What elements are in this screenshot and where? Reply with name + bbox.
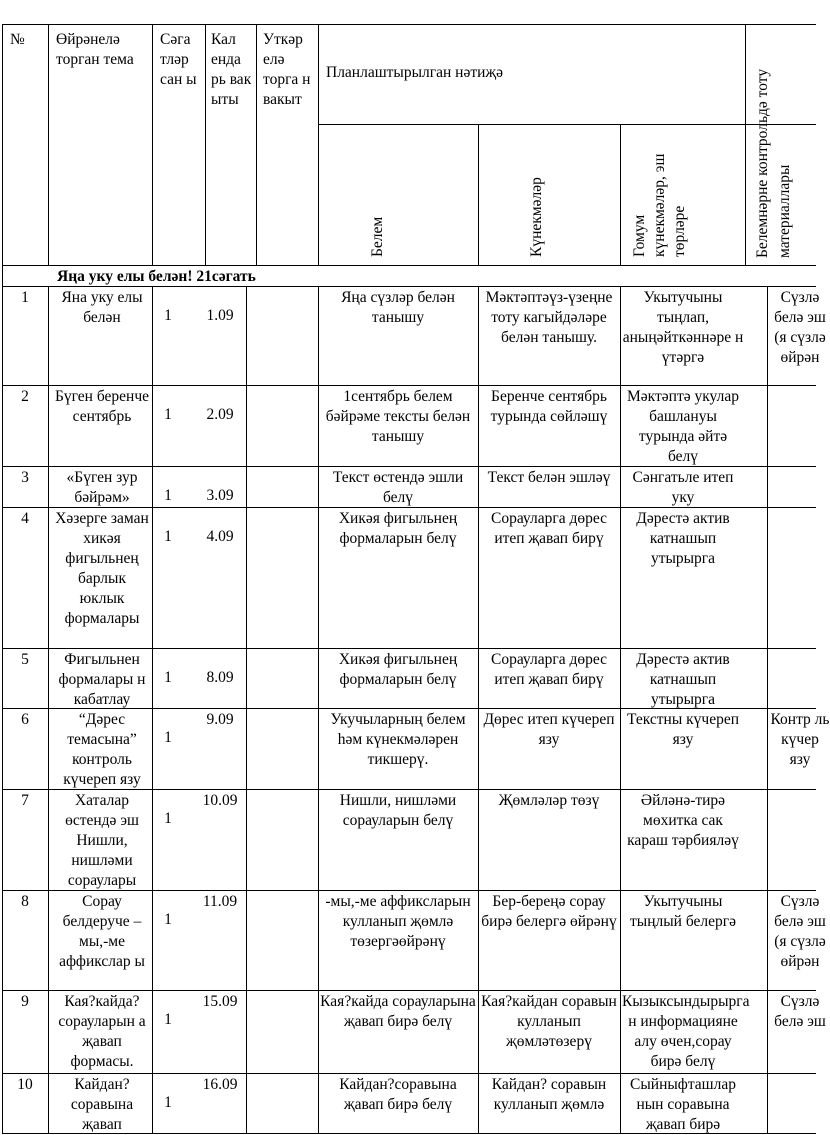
row-general: Сәнгатьле итеп уку: [632, 469, 734, 506]
row-knowledge: Хикәя фигыльнең формаларын белү: [338, 651, 458, 688]
grid-vline: [745, 24, 746, 265]
row-date: 15.09: [202, 993, 238, 1010]
row-topic: Кая?кайда? сорауларын а җавап формасы.: [58, 993, 146, 1070]
row-skills: Сорауларга дөрес итеп җавап бирү: [490, 510, 607, 547]
row-hours: 1: [164, 911, 172, 928]
row-skills: Кая?кайдан соравын кулланып җөмләтөзерү: [481, 993, 617, 1050]
row-knowledge: Кайдан?соравына җавап бирә белү: [339, 1076, 457, 1113]
row-date: 10.09: [202, 792, 238, 809]
row-date: 2.09: [206, 406, 234, 423]
row-skills: Сорауларга дөрес итеп җавап бирү: [490, 651, 607, 688]
row-number: 4: [21, 510, 29, 527]
row-topic: Фигыльнен формалары н кабатлау: [58, 651, 146, 708]
row-number: 9: [21, 993, 29, 1010]
grid-hline: [2, 24, 816, 25]
row-skills: Мәктәптәүз-үзеңне тоту кагыйдәләре белән танышу.: [485, 289, 613, 346]
header-calendar-time: Кал енда рь вак ыты: [211, 31, 252, 108]
row-hours: 1: [164, 810, 172, 827]
row-date: 8.09: [206, 669, 234, 686]
row-hours: 1: [164, 307, 172, 324]
row-topic: Кайдан? соравына җавап: [70, 1076, 134, 1133]
row-knowledge: Кая?кайда сорауларына җавап бирә белү: [320, 993, 476, 1030]
row-knowledge: -мы,-ме аффиксларын кулланып җөмлә төзергәөйрәнү: [325, 893, 471, 950]
grid-vline: [318, 24, 319, 265]
grid-vline: [48, 286, 49, 1133]
row-knowledge: Нишли, нишләми сорауларын белү: [339, 792, 457, 829]
header-control-2: материаллары: [776, 164, 793, 258]
grid-vline: [2, 24, 3, 1133]
row-knowledge: Укучыларның белем һәм күнекмәләрен тикшерү.: [330, 711, 466, 768]
row-general: Дәрестә актив катнашып утырырга: [636, 651, 730, 708]
row-date: 1.09: [206, 307, 234, 324]
grid-hline: [2, 648, 816, 649]
row-topic: “Дәрес темасына” контроль күчереп язу: [63, 711, 141, 788]
header-hours: Сәга тләр сан ы: [160, 31, 197, 88]
row-hours: 1: [164, 669, 172, 686]
header-number: №: [10, 31, 25, 48]
row-number: 6: [21, 711, 29, 728]
grid-vline: [318, 286, 319, 1133]
row-knowledge: Текст өстендә эшли белү: [332, 469, 464, 506]
header-actual-time: Уткәр елә торга н вакыт: [263, 31, 311, 108]
grid-vline: [620, 286, 621, 1133]
row-general: Укытучыны тыңлап, аныңәйткәннәре н үтәргә: [622, 289, 744, 366]
grid-vline: [48, 24, 49, 265]
row-general: Текстны күчереп язу: [626, 711, 740, 748]
row-general: Мәктәптә укулар башлануы турында әйтә белү: [627, 388, 739, 465]
header-topic: Өйрәнелә торган тема: [56, 31, 134, 68]
row-hours: 1: [164, 729, 172, 746]
row-skills: Беренче сентябрь турында сөйләшү: [490, 388, 608, 425]
header-general-skills-1: Гомум: [631, 214, 648, 257]
row-date: 9.09: [206, 711, 234, 728]
row-control: Сүзлә белә эш (я сүзлә өйрән: [774, 893, 826, 970]
row-number: 1: [21, 289, 29, 306]
row-general: Укытучыны тыңлый белергә: [630, 893, 736, 930]
grid-vline: [246, 286, 247, 1133]
row-hours: 1: [164, 1011, 172, 1028]
grid-vline: [478, 124, 479, 265]
grid-hline: [318, 124, 816, 125]
grid-vline: [767, 286, 768, 1133]
row-general: Сыйныфташлар нын соравына җавап бирә: [630, 1076, 736, 1133]
row-hours: 1: [164, 406, 172, 423]
row-knowledge: 1сентябрь белем бәйрәме тексты белән танышу: [325, 388, 471, 445]
row-topic: Яна уку елы белән: [61, 289, 143, 326]
row-topic: Бүген беренче сентябрь: [54, 388, 149, 425]
row-number: 10: [17, 1076, 33, 1093]
row-control: Контр ль күчер язу: [770, 711, 830, 768]
row-skills: Кайдан? соравын кулланып җөмлә: [491, 1076, 607, 1113]
row-control: Сүзлә белә эш: [774, 993, 826, 1030]
row-knowledge: Яңа сүзләр белән танышу: [341, 289, 455, 326]
row-date: 11.09: [202, 893, 238, 910]
header-skills: Күнекмәләр: [528, 177, 545, 257]
row-hours: 1: [164, 528, 172, 545]
row-number: 5: [21, 651, 29, 668]
grid-hline: [2, 385, 816, 386]
row-general: Әйләнә-тирә мөхитка сак караш тәрбияләү: [627, 792, 739, 849]
row-skills: Җөмләләр төзү: [498, 792, 600, 809]
row-skills: Текст белән эшләү: [487, 469, 611, 486]
row-skills: Дөрес итеп күчереп язу: [483, 711, 615, 748]
grid-hline: [2, 265, 816, 266]
header-planned-results: Планлаштырылган нәтиҗә: [326, 64, 503, 81]
grid-vline: [478, 286, 479, 1133]
row-number: 2: [21, 388, 29, 405]
grid-hline: [2, 1073, 816, 1074]
row-date: 16.09: [202, 1076, 238, 1093]
row-general: Кызыксындырырга н информацияне алу өчен,сорау бирә белү: [622, 993, 750, 1070]
section-title: Яңа уку елы белән! 21сәгать: [57, 268, 256, 285]
row-hours: 1: [164, 487, 172, 504]
grid-hline: [2, 990, 816, 991]
row-number: 8: [21, 893, 29, 910]
grid-vline: [620, 124, 621, 265]
row-date: 4.09: [206, 528, 234, 545]
row-knowledge: Хикәя фигыльнең формаларын белү: [338, 510, 458, 547]
row-control: Сүзлә белә эш (я сүзлә өйрән: [774, 289, 826, 366]
row-number: 7: [21, 792, 29, 809]
header-general-skills-2: күнекмәләр, эш: [651, 153, 668, 257]
row-topic: Хәзерге заман хикәя фигыльнең барлык юклык формалары: [55, 510, 149, 627]
row-topic: «Бүген зур бәйрәм»: [66, 469, 138, 506]
header-control-1: Белемнәрне контрольдә тоту: [754, 68, 771, 258]
row-skills: Бер-береңә сорау бирә белергә өйрәнү: [481, 893, 617, 930]
row-topic: Хаталар өстендә эш Нишли, нишләми сораулары: [65, 792, 139, 889]
row-date: 3.09: [206, 487, 234, 504]
grid-vline: [256, 24, 257, 265]
grid-vline: [205, 24, 206, 265]
row-hours: 1: [164, 1094, 172, 1111]
row-general: Дәрестә актив катнашып утырырга: [636, 510, 730, 567]
row-topic: Сорау белдеруче –мы,-ме аффикслар ы: [59, 893, 145, 970]
row-number: 3: [21, 469, 29, 486]
header-knowledge: Белем: [369, 216, 386, 257]
header-general-skills-3: төрләре: [671, 205, 688, 257]
